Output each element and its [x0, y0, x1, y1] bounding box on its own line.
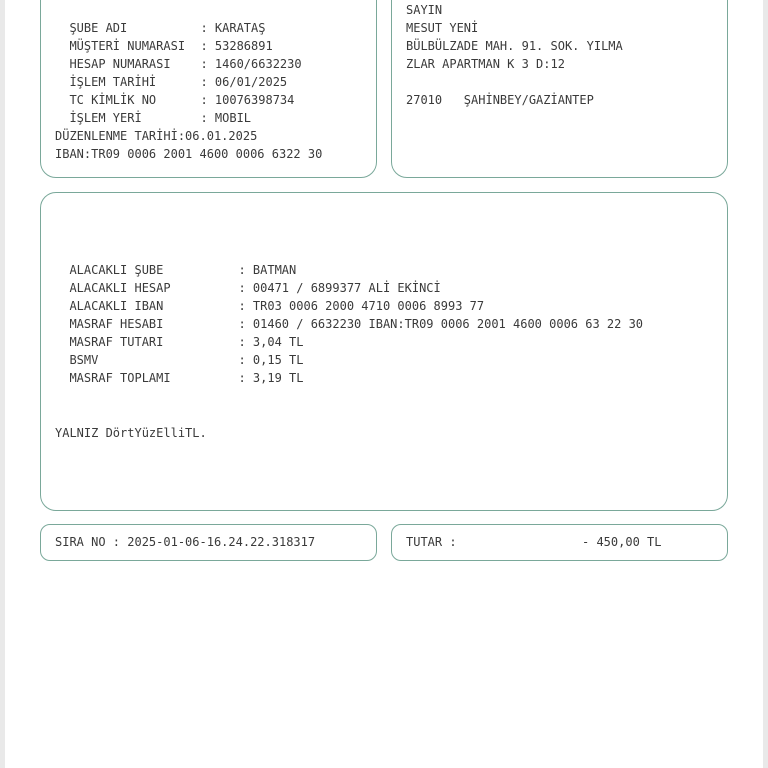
- alacakli-hesap-row: ALACAKLI HESAP : 00471 / 6899377 ALİ EKİNCİ: [69, 281, 441, 295]
- address-line-2: ZLAR APARTMAN K 3 D:12: [406, 57, 565, 71]
- alacakli-sube-value: BATMAN: [252, 263, 297, 277]
- islem-tarihi-value: 06/01/2025: [214, 75, 288, 89]
- postal-line: 27010 ŞAHİNBEY/GAZİANTEP: [406, 93, 594, 107]
- islem-tarihi-label: İŞLEM TARİHİ: [69, 75, 157, 89]
- bsmv-label: BSMV: [69, 353, 99, 367]
- bsmv-row: BSMV : 0,15 TL: [69, 353, 304, 367]
- tc-kimlik-label: TC KİMLİK NO: [69, 93, 157, 107]
- islem-yeri-label: İŞLEM YERİ: [69, 111, 142, 125]
- masraf-toplami-value: 3,19 TL: [252, 371, 304, 385]
- alacakli-sube-label: ALACAKLI ŞUBE: [69, 263, 164, 277]
- islem-yeri-row: İŞLEM YERİ : MOBIL: [69, 111, 252, 125]
- tc-kimlik-row: TC KİMLİK NO : 10076398734: [69, 93, 295, 107]
- masraf-tutari-row: MASRAF TUTARI : 3,04 TL: [69, 335, 304, 349]
- recipient-name: MESUT YENİ: [406, 21, 479, 35]
- masraf-toplami-row: MASRAF TOPLAMI : 3,19 TL: [69, 371, 304, 385]
- sube-adi-row: ŞUBE ADI : KARATAŞ: [69, 21, 266, 35]
- alacakli-iban-value: TR03 0006 2000 4710 0006 8993 77: [252, 299, 485, 313]
- sube-adi-label: ŞUBE ADI: [69, 21, 128, 35]
- masraf-tutari-label: MASRAF TUTARI: [69, 335, 164, 349]
- tutar-label: TUTAR :: [406, 535, 457, 549]
- sube-adi-value: KARATAŞ: [214, 21, 266, 35]
- bsmv-value: 0,15 TL: [252, 353, 304, 367]
- musteri-no-value: 53286891: [214, 39, 273, 53]
- musteri-no-row: MÜŞTERİ NUMARASI : 53286891: [69, 39, 273, 53]
- hesap-no-value: 1460/6632230: [214, 57, 302, 71]
- islem-yeri-value: MOBIL: [214, 111, 252, 125]
- masraf-hesabi-value: 01460 / 6632230 IBAN:TR09 0006 2001 4600 0006 63 22 30: [252, 317, 644, 331]
- alacakli-iban-label: ALACAKLI IBAN: [69, 299, 164, 313]
- masraf-hesabi-label: MASRAF HESABI: [69, 317, 164, 331]
- alacakli-hesap-label: ALACAKLI HESAP: [69, 281, 171, 295]
- alacakli-hesap-value: 00471 / 6899377 ALİ EKİNCİ: [252, 281, 441, 295]
- alacakli-sube-row: ALACAKLI ŞUBE : BATMAN: [69, 263, 297, 277]
- sayin-label: SAYIN: [406, 3, 443, 17]
- sira-no: SIRA NO : 2025-01-06-16.24.22.318317: [55, 535, 316, 549]
- tutar-value: - 450,00 TL: [582, 535, 662, 549]
- hesap-no-row: HESAP NUMARASI : 1460/6632230: [69, 57, 302, 71]
- musteri-no-label: MÜŞTERİ NUMARASI: [69, 39, 186, 53]
- customer-iban: IBAN:TR09 0006 2001 4600 0006 6322 30: [55, 147, 323, 161]
- masraf-toplami-label: MASRAF TOPLAMI: [69, 371, 171, 385]
- islem-tarihi-row: İŞLEM TARİHİ : 06/01/2025: [69, 75, 288, 89]
- alacakli-iban-row: ALACAKLI IBAN : TR03 0006 2000 4710 0006 8993 77: [69, 299, 485, 313]
- address-line-1: BÜLBÜLZADE MAH. 91. SOK. YILMA: [406, 39, 623, 53]
- tc-kimlik-value: 10076398734: [214, 93, 295, 107]
- hesap-no-label: HESAP NUMARASI: [69, 57, 171, 71]
- duzenlenme-tarihi: DÜZENLENME TARİHİ:06.01.2025: [55, 129, 258, 143]
- masraf-hesabi-row: MASRAF HESABI : 01460 / 6632230 IBAN:TR09 0006 2001 4600 0006 63 22 30: [69, 317, 644, 331]
- masraf-tutari-value: 3,04 TL: [252, 335, 304, 349]
- amount-in-words: YALNIZ DörtYüzElliTL.: [55, 426, 207, 440]
